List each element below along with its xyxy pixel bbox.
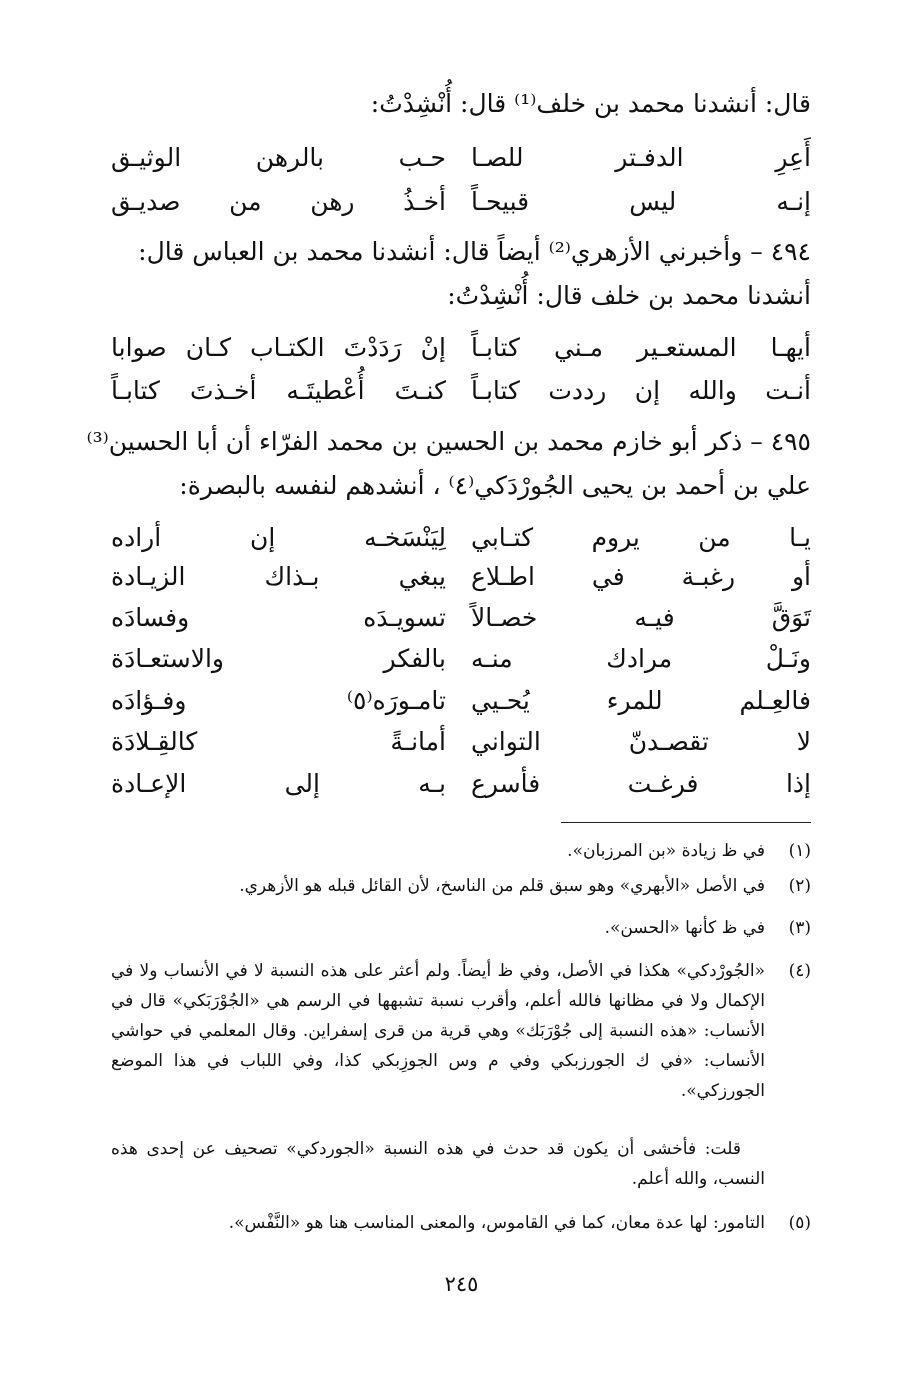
verse-hemistich-1: أَعِرِ الدفـتر للصـا (471, 143, 811, 172)
verse-line (111, 639, 811, 679)
verse-hemistich-1: لا تقصـدنّ التواني (471, 727, 811, 756)
footnote (111, 871, 811, 901)
footnote-text: التامور: لها عدة معان، كما في القاموس، والمعنى المناسب هنا هو «النَّفْس». (228, 1213, 765, 1233)
verse-hemistich-2: حـب بالرهن الوثيـق (111, 143, 446, 172)
footnote (111, 956, 811, 1106)
entry-494-line-2: أنشدنا محمد بن خلف قال: أُنْشِدْتُ: (447, 281, 811, 310)
verse-hemistich-2: كنـتَ أُعْطيتَـه أخـذتَ كتابـاً (111, 376, 446, 405)
footnote-continuation: قلت: فأخشى أن يكون قد حدث في هذه النسبة «الجوردكي» تصحيف عن إحدى هذه النسب، والله أعلم. (111, 1139, 765, 1189)
footnote-number: (٥) (788, 1213, 811, 1233)
footnote-text: في ظ كأنها «الحسن». (604, 918, 765, 938)
verse-hemistich-2: بالفكر والاستعـادَة (111, 644, 446, 673)
verse-hemistich-2: إنْ رَدَدْتَ الكتـاب كـان صوابا (111, 333, 446, 362)
entry-494-line-1: ٤٩٤ – وأخبرني الأزهري⁽²⁾ أيضاً قال: أنشدنا محمد بن العباس قال: (138, 237, 811, 266)
verse-hemistich-2: بـه إلى الإعـادة (111, 769, 446, 798)
verse-line (111, 764, 811, 804)
verse-hemistich-2: يبغي بـذاك الزيـادة (111, 562, 446, 591)
footnote-number: (٣) (788, 918, 811, 938)
verse-line (111, 681, 811, 721)
verse-hemistich-1: أنـت والله إن رددت كتابـاً (471, 376, 811, 405)
verse-hemistich-1: أيهـا المستعـير مـني كتابـاً (471, 333, 811, 362)
verse-hemistich-2: تامـورَه⁽٥⁾ وفـؤادَه (111, 686, 446, 715)
footnote (111, 836, 811, 866)
verse-line (111, 138, 811, 178)
verse-line (111, 557, 811, 597)
footnote-number: (٤) (788, 961, 811, 981)
footnote (111, 913, 811, 943)
verse-hemistich-2: أخـذُ رهن من صديـق (111, 187, 446, 216)
entry-495-line-1: ٤٩٥ – ذكر أبو خازم محمد بن الحسين بن محمد الفرّاء أن أبا الحسين⁽³⁾ (86, 427, 811, 456)
verse-line (111, 598, 811, 638)
verse-line (111, 328, 811, 368)
verse-hemistich-2: تسويـدَه وفسادَه (111, 603, 446, 632)
page-number: ٢٤٥ (444, 1272, 479, 1296)
footnote-text: في ظ زيادة «بن المرزبان». (567, 841, 765, 861)
footnote-number: (٢) (788, 876, 811, 896)
entry-495-line-2: علي بن أحمد بن يحيى الجُورْدَكي⁽٤⁾ ، أنشدهم لنفسه بالبصرة: (179, 471, 811, 500)
intro-line-1: قال: أنشدنا محمد بن خلف⁽¹⁾ قال: أُنْشِدْتُ: (370, 89, 811, 118)
verse-hemistich-2: أمانـةً كالقِـلادَة (111, 727, 446, 756)
verse-line (111, 722, 811, 762)
footnote (111, 1208, 811, 1238)
verse-hemistich-1: يـا من يروم كتـابي (471, 523, 811, 552)
verse-hemistich-2: لِيَنْسَخـه إن أراده (111, 523, 446, 552)
verse-hemistich-1: فالعِـلم للمرء يُحـيي (471, 686, 811, 715)
footnote-divider (561, 822, 811, 823)
verse-hemistich-1: ونَـلْ مرادك منـه (471, 644, 811, 673)
footnote-text: «الجُورْدكي» هكذا في الأصل، وفي ظ أيضاً. ولم أعثر على هذه النسبة لا في الأنساب ولا في الإكمال ولا في مظانها فالله أعلم، وأقرب نسبة تشبهها في الرسم هي «الجُوْرَبَكي» قال في الأنساب: «هذه النسبة إلى جُوْرَبَك» وهي قرية من قرى إسفراين. وقال المعلمي في حواشي الأنساب: «في ك الجورزبكي وفي م وس الجوزِبكي كذا، وفي اللباب في هذا الموضع الجورزكي». (111, 961, 765, 1101)
verse-line (111, 182, 811, 222)
verse-hemistich-1: إنـه ليس قبيحـاً (471, 187, 811, 216)
verse-line (111, 371, 811, 411)
verse-hemistich-1: تَوَقَّ فيـه خصـالاً (471, 603, 811, 632)
verse-hemistich-1: أو رغبـة في اطـلاع (471, 562, 811, 591)
footnote-number: (١) (788, 841, 811, 861)
verse-line (111, 518, 811, 558)
verse-hemistich-1: إذا فرغـت فأسرع (471, 769, 811, 798)
footnote-text: في الأصل «الأبهري» وهو سبق قلم من الناسخ، لأن القائل قبله هو الأزهري. (239, 876, 765, 896)
